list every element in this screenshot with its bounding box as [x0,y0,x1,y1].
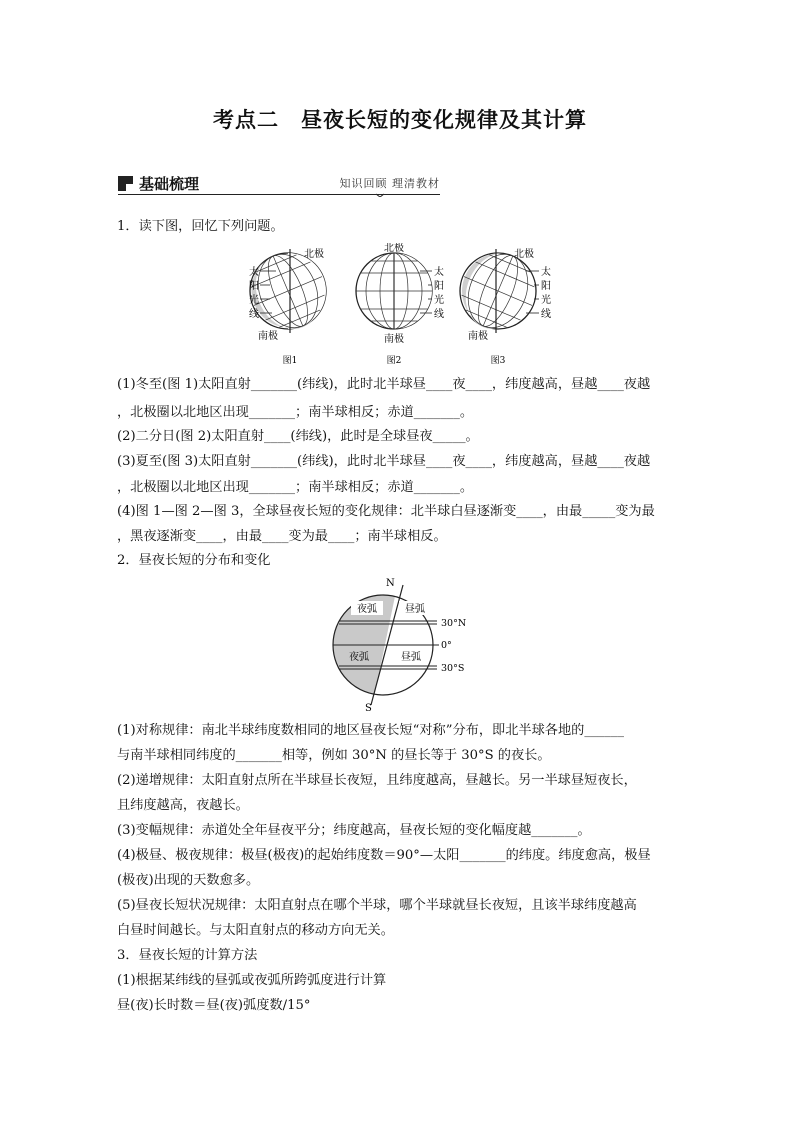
fig1-sun-4: 线 [249,309,259,320]
fig3-sun-1: 太 [541,267,551,278]
fig2-south: 南极 [384,334,404,345]
globe-2 [356,243,444,366]
text-line: (3)变幅规律：赤道处全年昼夜平分；纬度越高，昼夜长短的变化幅度越_______。 [117,823,591,838]
dn-lat-30s: 30°S [441,663,465,674]
fig1-south: 南极 [258,331,278,342]
text-line: 昼(夜)长时数＝昼(夜)弧度数/15° [117,998,311,1013]
page-title: 考点二 昼夜长短的变化规律及其计算 [213,107,587,132]
dn-north: N [386,578,395,589]
text-line: (1)对称规律：南北半球纬度数相同的地区昼夜长短“对称”分布，即北半球各地的______ [117,723,624,738]
globe-1 [246,243,337,366]
section-rule [118,194,440,195]
fig2-north: 北极 [384,243,404,254]
text-line: 与南半球相同纬度的_______相等，例如 30°N 的昼长等于 30°S 的夜长。 [117,748,551,763]
text-line: (4)极昼、极夜规律：极昼(极夜)的起始纬度数＝90°—太阳_______的纬度。纬度愈高，极昼 [117,848,651,863]
text-line: (1)冬至(图 1)太阳直射_______(纬线)，此时北半球昼____夜____，纬度越高，昼越____夜越 [117,377,651,392]
fig1-sun-1: 太 [249,267,259,278]
text-line: 且纬度越高，夜越长。 [117,798,249,813]
fig1-caption: 图1 [282,356,298,366]
fig3-sun-2: 阳 [541,281,551,292]
dn-day-arc-1: 昼弧 [405,604,425,615]
fig1-sun-3: 光 [249,295,259,306]
day-night-arc-diagram [325,577,475,712]
globes-diagram [246,243,556,368]
fig2-sun-1: 太 [434,267,444,278]
text-line: 3．昼夜长短的计算方法 [117,948,258,963]
text-line: (5)昼夜长短状况规律：太阳直射点在哪个半球，哪个半球就昼长夜短，且该半球纬度越高 [117,898,637,913]
text-line: (2)递增规律：太阳直射点所在半球昼长夜短，且纬度越高，昼越长。另一半球昼短夜长， [117,773,637,788]
fig2-sun-2: 阳 [434,281,444,292]
dn-south: S [365,703,372,712]
section-square-icon [118,176,133,191]
text-line: (3)夏至(图 3)太阳直射_______(纬线)，此时北半球昼____夜____，纬度越高，昼越____夜越 [117,454,651,469]
text-line: 1．读下图，回忆下列问题。 [117,219,284,234]
fig1-sun-2: 阳 [249,281,259,292]
fig3-caption: 图3 [490,356,506,366]
fig2-sun-4: 线 [434,309,444,320]
dn-night-arc-2: 夜弧 [349,652,369,663]
dn-day-arc-2: 昼弧 [401,652,421,663]
section-header [118,172,440,198]
globe-3 [449,243,551,366]
section-subtitle: 知识回顾 理清教材 [339,177,440,190]
fig2-caption: 图2 [386,356,402,366]
dn-lat-30n: 30°N [441,618,467,629]
rule-notch-icon [376,191,384,197]
text-line: (2)二分日(图 2)太阳直射____(纬线)，此时是全球昼夜_____。 [117,429,479,444]
text-line: (1)根据某纬线的昼弧或夜弧所跨弧度进行计算 [117,973,387,988]
fig1-north: 北极 [304,249,324,260]
text-line: 白昼时间越长。与太阳直射点的移动方向无关。 [117,923,394,938]
text-line: ，北极圈以北地区出现_______；南半球相反；赤道_______。 [117,480,474,495]
text-line: 2．昼夜长短的分布和变化 [117,553,271,568]
fig3-sun-3: 光 [541,295,551,306]
fig3-sun-4: 线 [541,309,551,320]
text-line: ，黑夜逐渐变____，由最____变为最____；南半球相反。 [117,529,447,544]
text-line: (极夜)出现的天数愈多。 [117,873,260,888]
fig2-sun-3: 光 [434,295,444,306]
text-line: (4)图 1—图 2—图 3，全球昼夜长短的变化规律：北半球白昼逐渐变____，由最_____变为最 [117,504,655,519]
dn-lat-eq: 0° [441,640,452,651]
fig3-north: 北极 [514,249,534,260]
text-line: ，北极圈以北地区出现_______；南半球相反；赤道_______。 [117,405,474,420]
fig3-south: 南极 [468,331,488,342]
dn-night-arc-1: 夜弧 [357,604,377,615]
section-label: 基础梳理 [139,175,200,193]
